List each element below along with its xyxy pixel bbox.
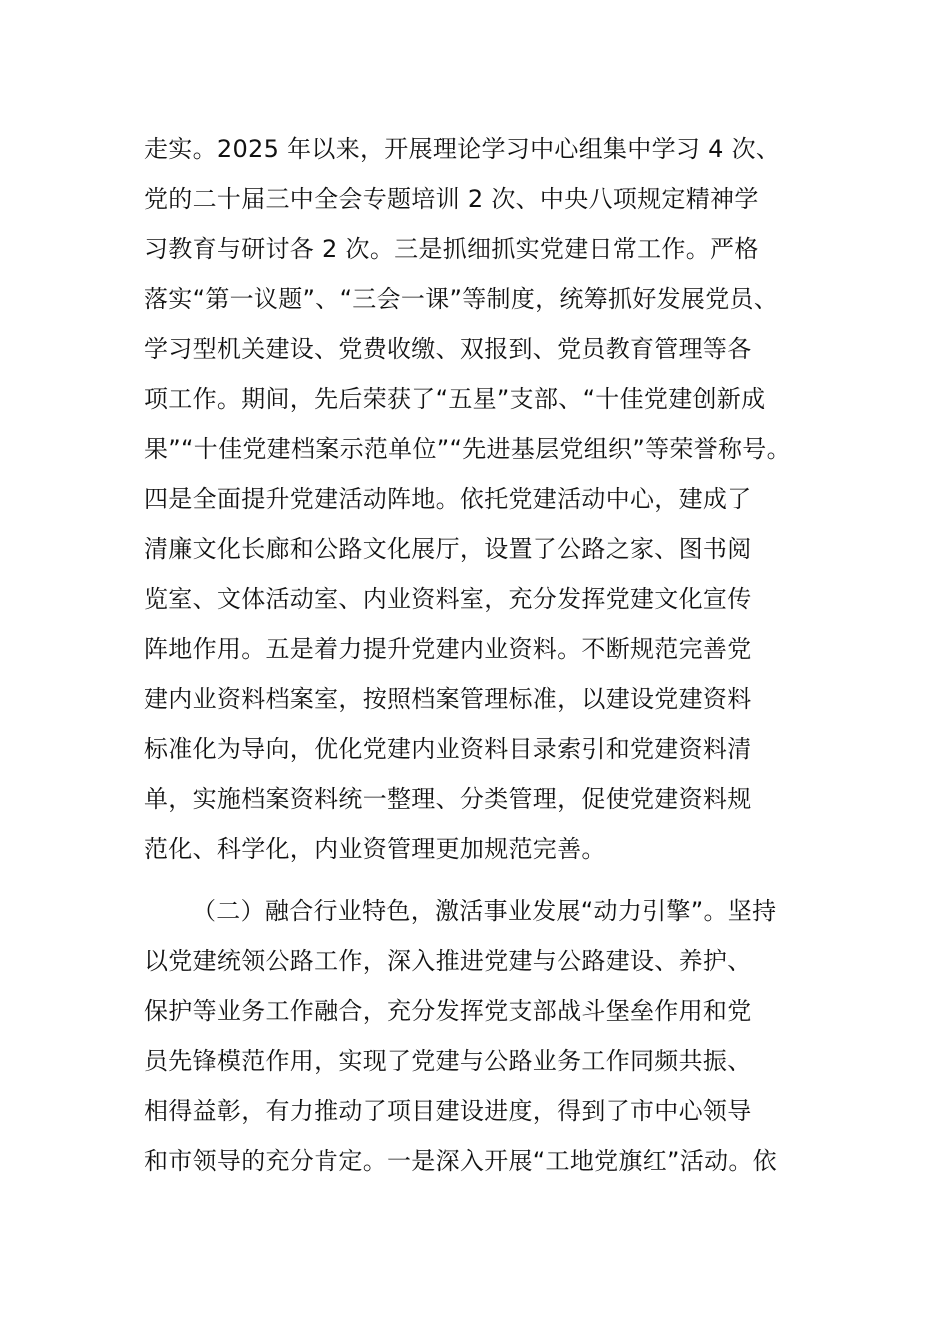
paragraph-line: （二）融合行业特色，激活事业发展“动力引擎”。坚持 bbox=[192, 897, 777, 925]
paragraph-line: 项工作。期间，先后荣获了“五星”支部、“十佳党建创新成 bbox=[144, 385, 766, 413]
paragraph-line: 学习型机关建设、党费收缴、双报到、党员教育管理等各 bbox=[144, 335, 752, 363]
paragraph-line: 四是全面提升党建活动阵地。依托党建活动中心，建成了 bbox=[144, 485, 752, 513]
paragraph-line: 清廉文化长廊和公路文化展厅，设置了公路之家、图书阅 bbox=[144, 535, 752, 563]
paragraph-line: 员先锋模范作用，实现了党建与公路业务工作同频共振、 bbox=[144, 1047, 752, 1075]
paragraph-line: 览室、文体活动室、内业资料室，充分发挥党建文化宣传 bbox=[144, 585, 752, 613]
paragraph-line: 标准化为导向，优化党建内业资料目录索引和党建资料清 bbox=[144, 735, 752, 763]
paragraph-line: 范化、科学化，内业资管理更加规范完善。 bbox=[144, 835, 606, 863]
paragraph-line: 习教育与研讨各 2 次。三是抓细抓实党建日常工作。严格 bbox=[144, 235, 759, 263]
paragraph-line: 以党建统领公路工作，深入推进党建与公路建设、养护、 bbox=[144, 947, 752, 975]
paragraph-line: 党的二十届三中全会专题培训 2 次、中央八项规定精神学 bbox=[144, 185, 759, 213]
paragraph-line: 果”“十佳党建档案示范单位”“先进基层党组织”等荣誉称号。 bbox=[144, 435, 791, 463]
paragraph-line: 单，实施档案资料统一整理、分类管理，促使党建资料规 bbox=[144, 785, 752, 813]
paragraph-line: 保护等业务工作融合，充分发挥党支部战斗堡垒作用和党 bbox=[144, 997, 752, 1025]
paragraph-line: 和市领导的充分肯定。一是深入开展“工地党旗红”活动。依 bbox=[144, 1147, 777, 1175]
paragraph-line: 阵地作用。五是着力提升党建内业资料。不断规范完善党 bbox=[144, 635, 752, 663]
paragraph-line: 相得益彰，有力推动了项目建设进度，得到了市中心领导 bbox=[144, 1097, 752, 1125]
paragraph-line: 落实“第一议题”、“三会一课”等制度，统筹抓好发展党员、 bbox=[144, 285, 779, 313]
paragraph-line: 走实。2025 年以来，开展理论学习中心组集中学习 4 次、 bbox=[144, 135, 781, 163]
paragraph-line: 建内业资料档案室，按照档案管理标准，以建设党建资料 bbox=[144, 685, 752, 713]
